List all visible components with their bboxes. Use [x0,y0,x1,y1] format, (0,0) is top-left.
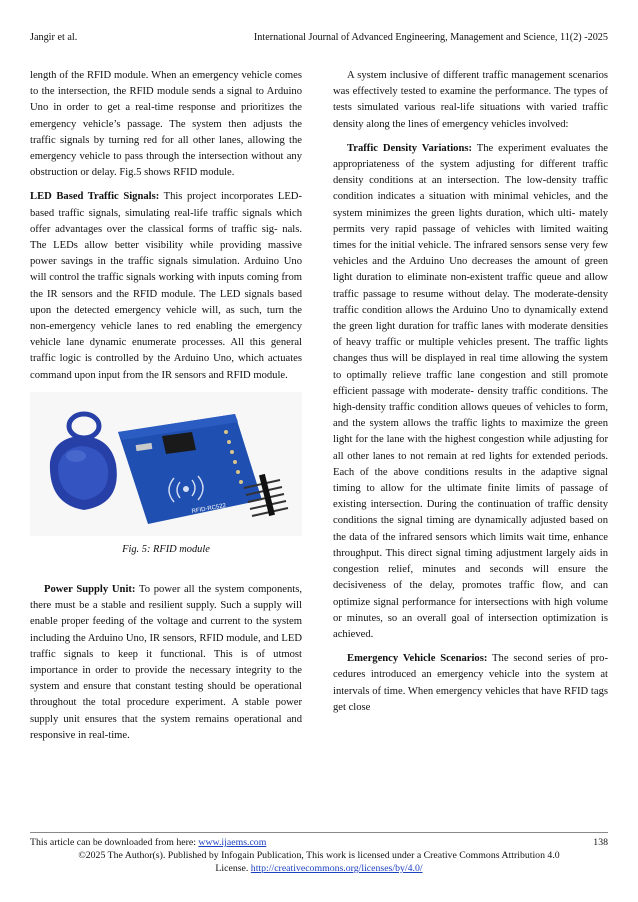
page-number: 138 [593,837,608,848]
paragraph-rfid-end: length of the RFID module. When an emergency vehicle comes to the intersection, the RFID module sends a signal to Arduino Uno in order to get a real-time response and prioritizes the emergency vehicle’s passage. The system then adjusts the traffic signals by turning red for all other lanes, allowing the emergency vehicle to pass through the intersection without any obstruction or delay. Fig.5 shows RFID module. [30,70,302,179]
license-line-2 [30,862,608,875]
density-text: The experiment evaluates the appropriateness of the system adjusting for different traffic density conditions at an intersection. The low-density traffic condition indicates a situation with minimal vehicles, and the system minimizes the green lights duration, which ulti- mately permits very rapid passage of vehicles with limited waiting times for the initial vehicle. The infrared sensors sense very few vehicles and the Arduino Uno decreases the amount of green light duration to eliminate non-existent traffic queue and allow traffic passage to resume without delay. The moderate-density traffic condition allows the Arduino Uno to dynamically extend the green light duration for traffic lanes with moderate densities of heavy traffic or multiple vehicles present. The traffic lights changes thus will be displayed in real time allowing the system to optimally relieve traffic lane congestion and still promote efficient passage with moderate- density traffic conditions. The high-density traffic condition allows queues of vehicles to form, and the system allows the traffic lights to maximize the green light for the lane with the highest congestion while adjusting for all other lanes to not remain at red lights for extended periods. Each of the above conditions results in the adaptive signal timing to allow for the ultimate finite limits of passage of existing intersection. During the continuation of traffic density conditions the signal timing are dynamically adjusted based on the data of the infrared sensors which limits wait time, enhance throughput. This direct signal timing adjustment largely aids in congestion relief, minutes and seconds will ensure the decisiveness of the delay, promotes traffic flow, and can optimize signal performance for intersections with high volume or minutes, so an overall goal of intersection optimization is achieved. [333,142,608,640]
power-text: To power all the system components, there must be a stable and resilient supply. Such a supply will enable proper feeding of the voltage and current to the system including the Arduino Uno, IR sensors, RFID module, and LED traffic signals to keep it functional. This is of utmost importance in order to provide the necessary integrity to the system and ensure that constant testing should be operational throughout the total procedure experiment. A stable power supply unit ensures that the system remains operational and responsive in real-time. [30,584,302,741]
paragraph-led-signals [30,189,302,383]
paragraph-traffic-density [333,141,608,643]
paragraph-emergency-scenarios [333,651,608,716]
rfid-board [118,414,262,524]
running-header [30,32,608,48]
license-link[interactable]: http://creativecommons.org/licenses/by/4.0/ [250,863,423,874]
header-authors: Jangir et al. [30,32,78,43]
emergency-text: The second series of pro- cedures introduced an emergency vehicle into the system at intervals of time. When emergency vehicles that have RFID tags get close [333,653,608,713]
right-column [333,68,608,724]
license-line-1: ©2025 The Author(s). Published by Infogain Publication, This work is licensed under a Creative Commons Attribution 4.0 [78,850,560,861]
density-heading: Traffic Density Variations: [347,142,472,154]
download-prefix: This article can be downloaded from here: [30,837,199,848]
paragraph-power-supply [30,582,302,744]
emergency-heading: Emergency Vehicle Scenarios: [347,653,488,665]
header-journal: International Journal of Advanced Engineering, Management and Science, 11(2) -2025 [253,32,608,43]
led-heading: LED Based Traffic Signals: [30,191,160,203]
rfid-module-figure [30,392,302,536]
page-footer [30,832,608,875]
rfid-key-tag [50,414,117,510]
paragraph-scenarios-intro: A system inclusive of different traffic management scenarios was effectively tested to examine the performance. The types of tests simulated various real-life situations with varied traffic density along the lines of emergency vehicles involved: [333,70,608,130]
rfid-module-image [30,392,302,536]
footer-download-line [30,832,608,849]
led-text: This project incorporates LED-based traffic signals, simulating real-life traffic signals which offer advantages over the classical forms of traffic sig- nals. The LEDs allow better visibility while providing massive power savings in the traffic signals simulation. Arduino Uno will control the traffic signals working with inputs coming from the IR sensors and the RFID module. The LED signals based upon the detected emergency vehicle will, as such, turn the non-emergency vehicle lanes to red enabling the emergency vehicle lane dynamic enumerate processes. All this general traffic logic is controlled by the Arduino Uno, which actuates command upon input from the IR sensors and RFID module. [30,191,302,381]
left-column [30,68,302,752]
figure-caption: Fig. 5: RFID module [122,543,210,555]
board-label: RFID-RC522 [191,502,227,515]
license-prefix: License. [215,863,251,874]
journal-link[interactable]: www.ijaems.com [198,837,267,848]
power-heading: Power Supply Unit: [44,584,136,596]
